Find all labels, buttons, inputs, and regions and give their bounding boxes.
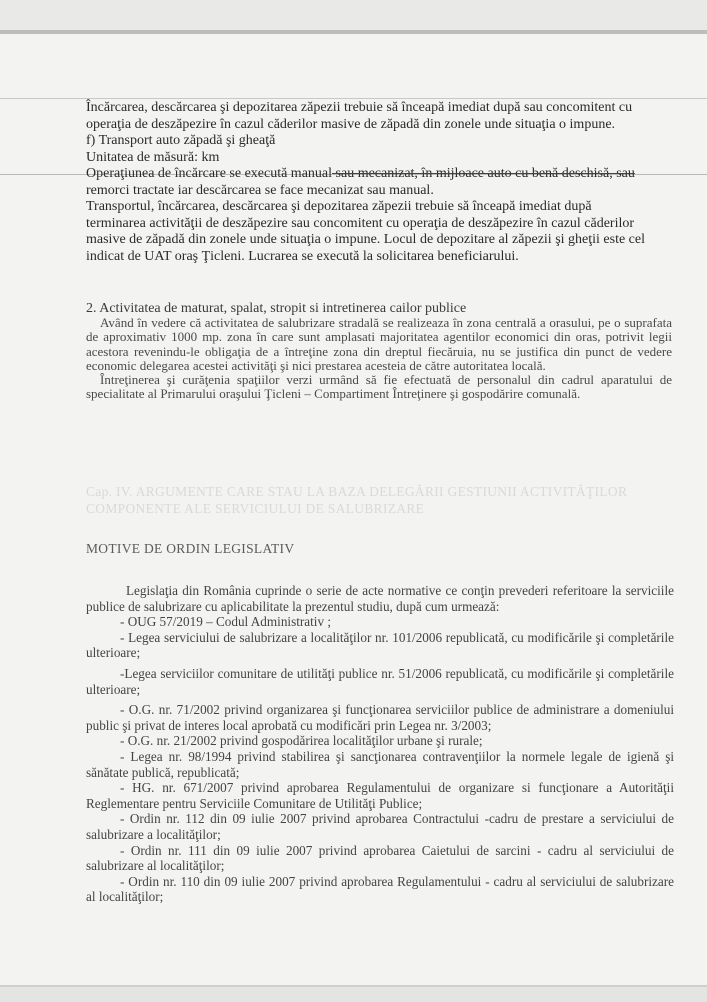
section-heading: MOTIVE DE ORDIN LEGISLATIV bbox=[86, 541, 295, 556]
activity-paragraph: Având în vedere că activitatea de salubrizare stradală se realizeaza în zona centrală a orasului, pe o suprafata de aproximativ 1000 mp. zona în care sunt amplasati majoritatea agentilor economici din oras, potrivit legii acestora revenindu-le obligaţia de a întreţine zona din dreptul fiecăruia, nu se justifica din punct de vedere economic delegarea acestei activităţi şi nici prestarea acesteia de către autoritatea locală. bbox=[86, 315, 672, 373]
paragraph-line: terminarea activităţii de deszăpezire sau concomitent cu operaţia de deszăpezire în cazul căderilor bbox=[86, 215, 635, 231]
snow-transport-section bbox=[86, 100, 672, 265]
legislation-item: - Ordin nr. 112 din 09 iulie 2007 privind aprobarea Contractului -cadru de prestare a serviciului de salubrizare a localităţilor; bbox=[86, 811, 674, 842]
legislation-item: -Legea serviciilor comunitare de utilităţi publice nr. 51/2006 republicată, cu modificările şi completările ulterioare; bbox=[86, 665, 674, 697]
legislation-item: - HG. nr. 671/2007 privind aprobarea Regulamentului de organizare si funcţionare a Autorităţii Reglementare pentru Serviciile Comunitare de Utilităţi Publice; bbox=[86, 780, 674, 811]
operation-text: Operaţiunea de încărcare se execută manual bbox=[86, 166, 333, 181]
legislation-item: - Legea serviciului de salubrizare a localităţilor nr. 101/2006 republicată, cu modificările şi completările ulterioare; bbox=[86, 629, 674, 661]
chapter-title bbox=[86, 483, 676, 517]
activity-heading: 2. Activitatea de maturat, spalat, stropit si intretinerea cailor publice bbox=[86, 301, 467, 316]
chapter-title-line: Cap. IV. ARGUMENTE CARE STAU LA BAZA DELEGĂRII GESTIUNII ACTIVITĂŢILOR bbox=[86, 484, 628, 499]
subsection-heading: f) Transport auto zăpadă şi gheaţă bbox=[86, 133, 276, 148]
scan-crease-line bbox=[0, 98, 707, 99]
operation-line bbox=[86, 166, 672, 183]
legislation-item: - O.G. nr. 21/2002 privind gospodărirea localităţilor urbane şi rurale; bbox=[120, 733, 483, 749]
legislation-item: - O.G. nr. 71/2002 privind organizarea şi funcţionarea serviciilor publice de administrare a domeniului public şi privat de interes local aprobată cu modificări prin Legea nr. 3/2003; bbox=[86, 702, 674, 733]
paragraph-line: Încărcarea, descărcarea şi depozitarea zăpezii trebuie să înceapă imediat după sau concomitent cu bbox=[86, 100, 633, 115]
street-cleaning-section bbox=[86, 302, 672, 401]
paragraph-line: indicat de UAT oraş Ţicleni. Lucrarea se execută la solicitarea beneficiarului. bbox=[86, 248, 519, 264]
legislation-item: - Legea nr. 98/1994 privind stabilirea şi sancţionarea contravenţiilor la normele legale de igienă şi sănătate publică, republicată; bbox=[86, 748, 674, 780]
green-spaces-paragraph: Întreţinerea şi curăţenia spaţiilor verzi urmând să fie efectuată de personalul din cadrul aparatului de specialitate al Primarului oraşului Ţicleni – Compartiment Întreţinere şi gospodărire comunală. bbox=[86, 372, 672, 402]
unit-of-measure: Unitatea de măsură: km bbox=[86, 149, 220, 165]
legislation-list bbox=[86, 583, 674, 905]
paragraph-line: operaţia de deszăpezire în cazul căderilor masive de zăpadă din zonele unde situaţia o impune. bbox=[86, 116, 616, 132]
legislation-item: - Ordin nr. 111 din 09 iulie 2007 privind aprobarea Caietului de sarcini - cadru al serviciului de salubrizare al localităţilor; bbox=[86, 842, 674, 874]
scan-bottom-edge bbox=[0, 985, 707, 1002]
paragraph-line: masive de zăpadă din zonele unde situaţia o impune. Locul de depozitare al zăpezii şi gheţii este cel bbox=[86, 232, 645, 247]
chapter-title-line: COMPONENTE ALE SERVICIULUI DE SALUBRIZARE bbox=[86, 501, 425, 516]
operation-line: remorci tractate iar descărcarea se face mecanizat sau manual. bbox=[86, 182, 434, 198]
paragraph-line: Transportul, încărcarea, descărcarea şi depozitarea zăpezii trebuie să înceapă imediat după bbox=[86, 199, 592, 214]
scan-top-edge bbox=[0, 0, 707, 34]
legislation-intro: Legislaţia din România cuprinde o serie de acte normative ce conţin prevederi referitoare la serviciile publice de salubrizare cu aplicabilitate la prezentul studiu, după cum urmează: bbox=[86, 583, 674, 614]
legislation-item: - OUG 57/2019 – Codul Administrativ ; bbox=[120, 614, 331, 630]
legislation-item: - Ordin nr. 110 din 09 iulie 2007 privind aprobarea Regulamentului - cadru al serviciului de salubrizare al localităţilor; bbox=[86, 873, 674, 905]
struck-text: sau mecanizat, în mijloace auto cu benă deschisă, sau bbox=[332, 166, 635, 181]
